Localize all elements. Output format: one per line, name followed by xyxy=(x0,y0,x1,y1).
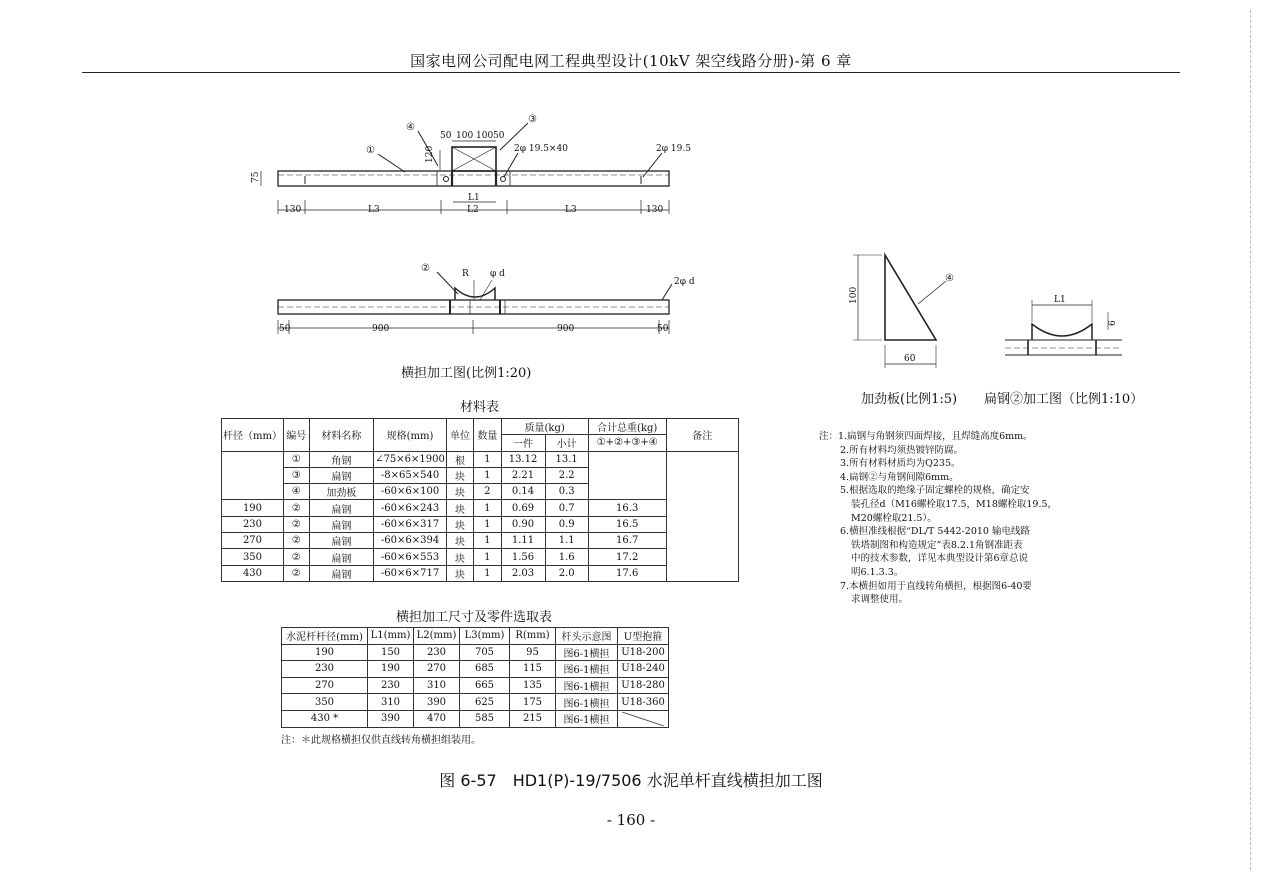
table-cell: 310 xyxy=(414,677,460,694)
table-cell: 扁钢 xyxy=(309,533,374,549)
table-cell: ④ xyxy=(283,484,309,500)
table-cell: 0.69 xyxy=(501,500,545,516)
table-cell: 17.2 xyxy=(588,549,666,565)
table-cell: 扁钢 xyxy=(309,516,374,532)
table-row xyxy=(222,451,739,467)
table-cell: ② xyxy=(283,549,309,565)
table-cell: 430 xyxy=(222,565,284,581)
table-cell: 16.5 xyxy=(588,516,666,532)
flat-bar-l1: L1 xyxy=(1054,295,1066,305)
table-cell: 13.1 xyxy=(545,451,588,467)
callout-3: ③ xyxy=(528,114,537,125)
table-cell: 430 * xyxy=(282,710,368,727)
table-cell: 块 xyxy=(446,500,473,516)
table-cell: -8×65×540 xyxy=(374,467,447,483)
hole-2phi-d-label: 2φ d xyxy=(674,277,695,287)
table-cell: 190 xyxy=(282,644,368,661)
table-cell: 1 xyxy=(474,516,501,532)
crossarm-drawing xyxy=(240,110,720,350)
col-mass-sub: 小计 xyxy=(545,435,588,451)
table-cell: U18-360 xyxy=(618,694,669,711)
table-cell: 16.3 xyxy=(588,500,666,516)
note-line: 6.横担准线根据“DL/T 5442-2010 输电线路 xyxy=(840,526,1030,538)
dim-50-right: 50 xyxy=(493,131,505,141)
table-cell: 块 xyxy=(446,484,473,500)
diagonal-slash xyxy=(622,712,664,726)
dim-75: 75 xyxy=(251,171,261,183)
gusset-dim-60: 60 xyxy=(904,354,916,364)
callout-2: ② xyxy=(421,263,430,274)
page-header-title: 国家电网公司配电网工程典型设计(10kV 架空线路分册)-第 6 章 xyxy=(410,52,852,70)
table-cell xyxy=(222,451,284,500)
col-pole-head: 杆头示意图 xyxy=(556,628,618,645)
table-cell: 350 xyxy=(282,694,368,711)
note-line: 明6.1.3.3。 xyxy=(851,566,904,578)
table-row xyxy=(282,677,669,694)
table-row xyxy=(222,533,739,549)
table-cell: 1.11 xyxy=(501,533,545,549)
table-cell-empty-diagonal xyxy=(618,710,669,727)
dim-100-left: 100 xyxy=(456,131,474,141)
figure-caption: 图 6-57 HD1(P)-19/7506 水泥单杆直线横担加工图 xyxy=(439,771,823,790)
table-cell: 图6-1横担 xyxy=(556,710,618,727)
gusset-plate-drawing xyxy=(845,250,975,370)
col-diameter: 杆径（mm） xyxy=(222,419,284,452)
page-number: - 160 - xyxy=(606,811,656,829)
table-cell: 1 xyxy=(474,451,501,467)
table-cell: ② xyxy=(283,565,309,581)
col-unit: 单位 xyxy=(446,419,473,452)
table-cell: ③ xyxy=(283,467,309,483)
table-row xyxy=(222,516,739,532)
table-cell: 230 xyxy=(222,516,284,532)
hole-label-2: 2φ 19.5 xyxy=(656,144,691,154)
table-cell: 2 xyxy=(474,484,501,500)
table-cell: 块 xyxy=(446,533,473,549)
note-line: 2.所有材料均须热镀锌防腐。 xyxy=(840,444,964,456)
table-cell: 0.9 xyxy=(545,516,588,532)
table-cell: 705 xyxy=(460,644,510,661)
dim-130-left: 130 xyxy=(284,205,302,215)
table-cell: 585 xyxy=(460,710,510,727)
table-cell: 625 xyxy=(460,694,510,711)
table-row xyxy=(282,661,669,678)
table-cell: ∠75×6×1900 xyxy=(374,451,447,467)
material-table-title: 材料表 xyxy=(460,400,500,415)
table-cell: 190 xyxy=(368,661,414,678)
col-total-sub: ①+②+③+④ xyxy=(588,435,666,451)
table-cell: 1.6 xyxy=(545,549,588,565)
table-cell: 135 xyxy=(510,677,556,694)
col-l3: L3(mm) xyxy=(460,628,510,645)
table-cell: -60×6×100 xyxy=(374,484,447,500)
callout-1: ① xyxy=(366,145,375,156)
note-line: 3.所有材料材质均为Q235。 xyxy=(840,458,961,470)
table-cell: 图6-1横担 xyxy=(556,644,618,661)
table-cell: 角钢 xyxy=(309,451,374,467)
table-cell: 扁钢 xyxy=(309,467,374,483)
table-cell xyxy=(588,451,666,500)
flat-bar-caption: 扁钢②加工图（比例1:10） xyxy=(984,392,1144,407)
table-cell: ② xyxy=(283,516,309,532)
table-cell: 块 xyxy=(446,565,473,581)
col-name: 材料名称 xyxy=(309,419,374,452)
table-row xyxy=(282,644,669,661)
table-cell: 图6-1横担 xyxy=(556,694,618,711)
note-line: 5.根据选取的绝缘子固定螺栓的规格，确定安 xyxy=(840,485,1030,497)
table-cell: 150 xyxy=(368,644,414,661)
dim-50-left: 50 xyxy=(440,131,452,141)
table-row xyxy=(222,500,739,516)
flat-bar-thickness: 6 xyxy=(1108,320,1118,326)
table-cell: 图6-1横担 xyxy=(556,677,618,694)
table-cell: 1 xyxy=(474,467,501,483)
dim-120: 120 xyxy=(425,145,435,163)
table-cell: 1 xyxy=(474,533,501,549)
table-cell: 215 xyxy=(510,710,556,727)
table-cell: 块 xyxy=(446,549,473,565)
table-cell: 2.21 xyxy=(501,467,545,483)
table-cell: 390 xyxy=(368,710,414,727)
table-cell: -60×6×317 xyxy=(374,516,447,532)
table-cell: ② xyxy=(283,500,309,516)
table-row xyxy=(222,565,739,581)
selection-table xyxy=(281,627,669,728)
table-cell: 扁钢 xyxy=(309,500,374,516)
notes-block xyxy=(819,430,1064,607)
hole-label-1: 2φ 19.5×40 xyxy=(514,144,568,154)
table-cell: 310 xyxy=(368,694,414,711)
col-r: R(mm) xyxy=(510,628,556,645)
table-cell: U18-280 xyxy=(618,677,669,694)
dim-50-mid-left: 50 xyxy=(279,324,291,334)
col-mass-each: 一件 xyxy=(501,435,545,451)
table-cell: -60×6×243 xyxy=(374,500,447,516)
table-cell: 块 xyxy=(446,467,473,483)
table-cell: 175 xyxy=(510,694,556,711)
table-cell: 1.1 xyxy=(545,533,588,549)
table-cell: ② xyxy=(283,533,309,549)
col-mass: 质量(kg) xyxy=(501,419,588,435)
note-line: 7.本横担如用于直线转角横担，根据图6-40要 xyxy=(840,580,1032,592)
col-pole-diameter: 水泥杆杆径(mm) xyxy=(282,628,368,645)
table-cell: 2.2 xyxy=(545,467,588,483)
callout-4: ④ xyxy=(406,122,415,133)
table-row xyxy=(282,710,669,727)
table-cell: 0.14 xyxy=(501,484,545,500)
table-cell: 350 xyxy=(222,549,284,565)
table-cell: 230 xyxy=(282,661,368,678)
table-row xyxy=(282,694,669,711)
dim-900-left: 900 xyxy=(372,324,390,334)
table-cell: 270 xyxy=(282,677,368,694)
gusset-caption: 加劲板(比例1:5) xyxy=(861,392,958,407)
table-cell: 665 xyxy=(460,677,510,694)
table-cell: 1.56 xyxy=(501,549,545,565)
header-rule xyxy=(82,72,1180,73)
table-cell: 加劲板 xyxy=(309,484,374,500)
col-l2: L2(mm) xyxy=(414,628,460,645)
col-no: 编号 xyxy=(283,419,309,452)
table-row xyxy=(222,549,739,565)
note-line: 中的技术参数，详见本典型设计第6章总说 xyxy=(851,553,1029,565)
col-total: 合计总重(kg) xyxy=(588,419,666,435)
table-cell xyxy=(666,451,738,581)
table-cell: 根 xyxy=(446,451,473,467)
table-cell: -60×6×717 xyxy=(374,565,447,581)
table-cell: 390 xyxy=(414,694,460,711)
table-cell: 95 xyxy=(510,644,556,661)
table-cell: 230 xyxy=(368,677,414,694)
note-line: 注：1.扁钢与角钢须四面焊接，且焊缝高度6mm。 xyxy=(819,431,1033,442)
note-line: 装孔径d（M16螺栓取17.5，M18螺栓取19.5， xyxy=(851,498,1058,510)
col-spec: 规格(mm) xyxy=(374,419,447,452)
table-cell: -60×6×553 xyxy=(374,549,447,565)
gusset-dim-100: 100 xyxy=(849,286,859,304)
table-cell: 270 xyxy=(222,533,284,549)
table-cell: U18-240 xyxy=(618,661,669,678)
dim-l3-left: L3 xyxy=(368,205,380,215)
table-cell: 16.7 xyxy=(588,533,666,549)
table-cell: 13.12 xyxy=(501,451,545,467)
table-cell: 1 xyxy=(474,500,501,516)
dim-100-right: 100 xyxy=(476,131,494,141)
table-cell: 2.03 xyxy=(501,565,545,581)
table-cell: 图6-1横担 xyxy=(556,661,618,678)
note-line: M20螺栓取21.5）。 xyxy=(851,512,937,524)
gusset-callout-4: ④ xyxy=(945,273,954,284)
table-cell: 0.7 xyxy=(545,500,588,516)
note-line: 求调整使用。 xyxy=(851,594,909,606)
table-cell: 470 xyxy=(414,710,460,727)
table-cell: 扁钢 xyxy=(309,549,374,565)
page-edge-line xyxy=(1250,10,1251,870)
flat-bar-drawing xyxy=(1000,290,1130,360)
table-cell: 扁钢 xyxy=(309,565,374,581)
table-cell: 190 xyxy=(222,500,284,516)
crossarm-drawing-caption: 横担加工图(比例1:20) xyxy=(401,366,532,381)
table-cell: 1 xyxy=(474,565,501,581)
table-cell: U18-200 xyxy=(618,644,669,661)
table-cell: 1 xyxy=(474,549,501,565)
table-cell: 685 xyxy=(460,661,510,678)
table-cell: 0.90 xyxy=(501,516,545,532)
dim-900-right: 900 xyxy=(557,324,575,334)
dim-50-mid-right: 50 xyxy=(657,324,669,334)
dim-l3-right: L3 xyxy=(565,205,577,215)
selection-table-title: 横担加工尺寸及零件选取表 xyxy=(396,610,553,625)
col-l1: L1(mm) xyxy=(368,628,414,645)
table-cell: 块 xyxy=(446,516,473,532)
table-cell: 17.6 xyxy=(588,565,666,581)
dim-l2: L2 xyxy=(467,205,479,215)
material-table xyxy=(221,418,739,582)
phi-d-label: φ d xyxy=(490,269,505,279)
table-cell: 115 xyxy=(510,661,556,678)
selection-table-note: 注：＊此规格横担仅供直线转角横担组装用。 xyxy=(281,735,481,746)
table-cell: 2.0 xyxy=(545,565,588,581)
col-qty: 数量 xyxy=(474,419,501,452)
radius-label: R xyxy=(462,269,469,279)
dim-l1: L1 xyxy=(468,193,480,203)
note-line: 4.扁钢②与角钢间隙6mm。 xyxy=(840,471,959,483)
dim-130-right: 130 xyxy=(646,205,664,215)
table-cell: 270 xyxy=(414,661,460,678)
col-remark: 备注 xyxy=(666,419,738,452)
col-u-clamp: U型抱箍 xyxy=(618,628,669,645)
table-cell: -60×6×394 xyxy=(374,533,447,549)
table-cell: 0.3 xyxy=(545,484,588,500)
table-cell: 230 xyxy=(414,644,460,661)
table-cell: ① xyxy=(283,451,309,467)
note-line: 铁塔制图和构造规定”表8.2.1角钢准距表 xyxy=(851,539,1023,551)
